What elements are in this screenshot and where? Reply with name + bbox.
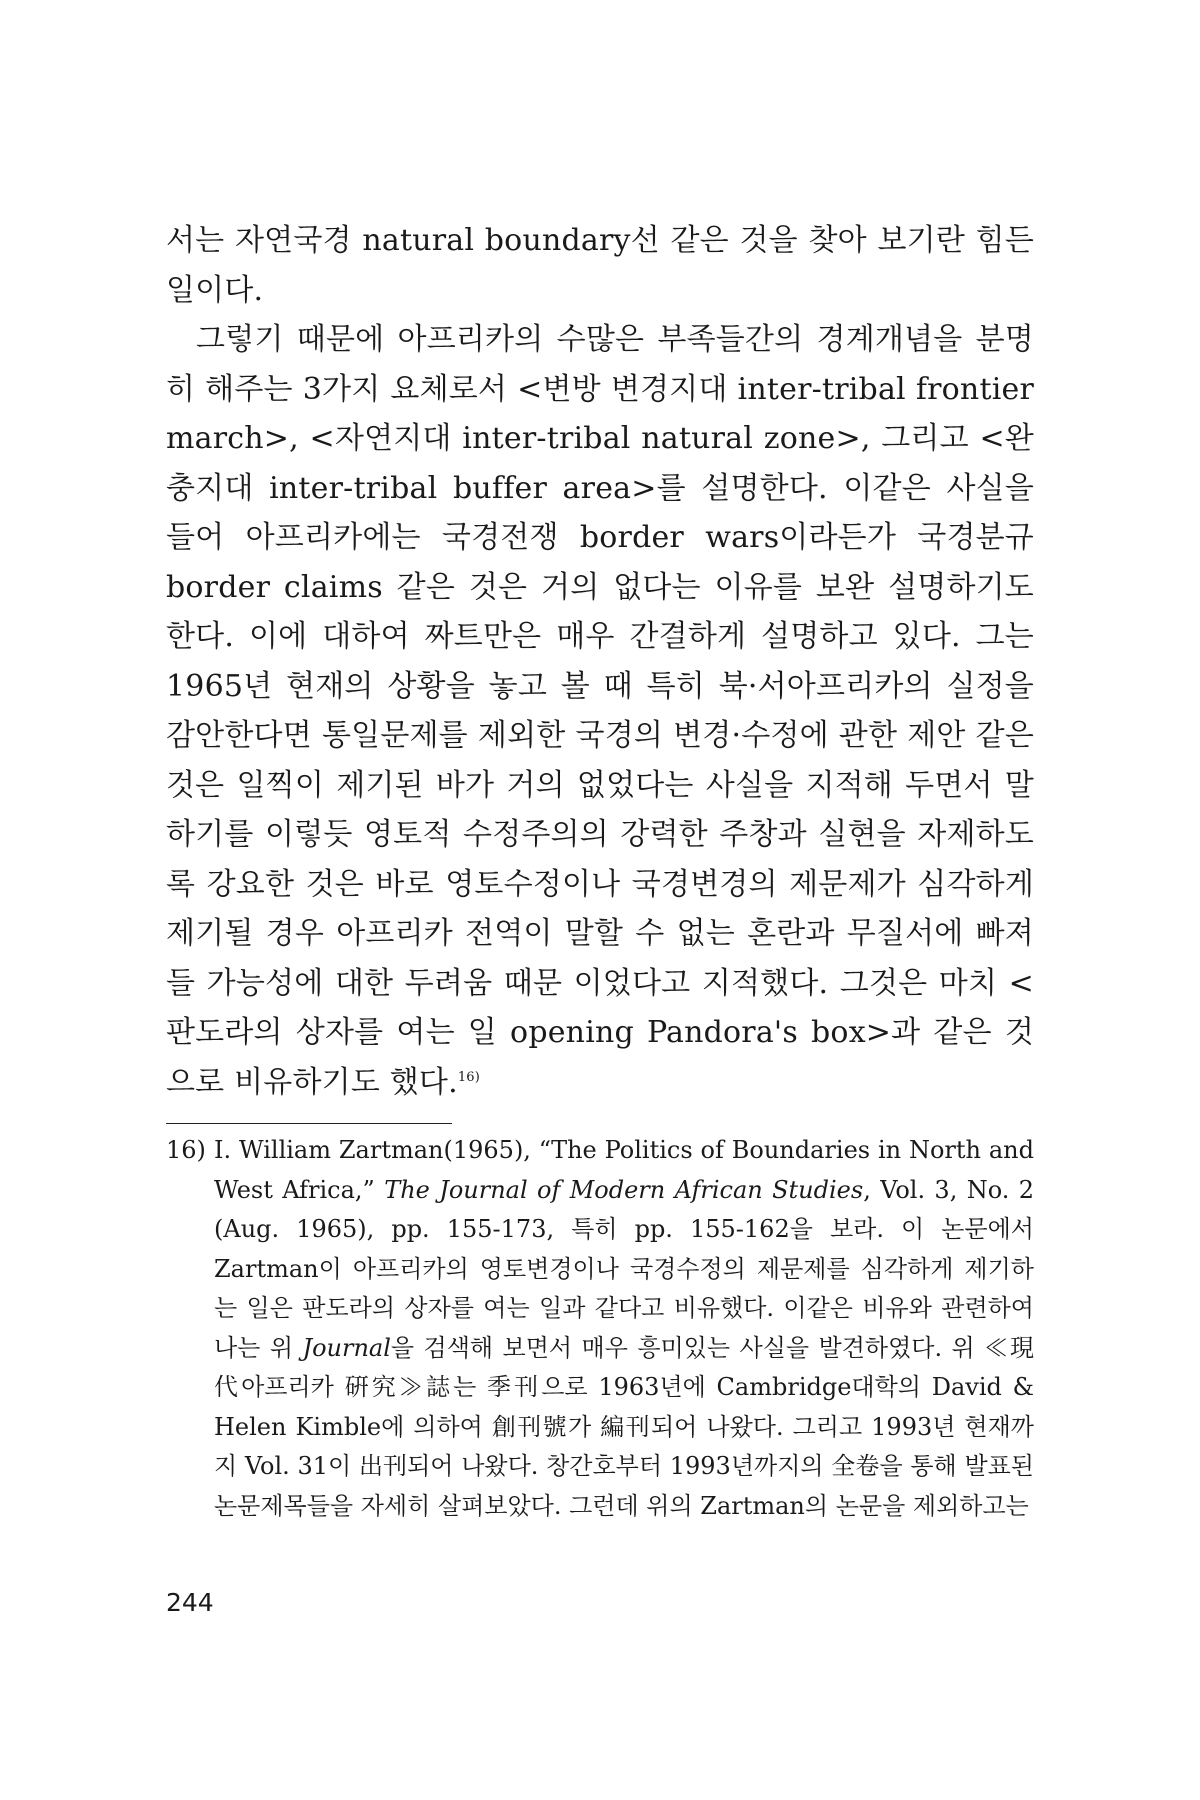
- footnote-citation-details: , Vol. 3, No. 2 (Aug. 1965), pp. 155-173, 특히 pp. 155-162을 보라. 이 논문에서 Zartman이 아프리카의 영토변경이나 국경수정의 제문제를 심각하게 제기하는 일은 판도라의 상자를 여는 일과 같다고 비유했다. 이같은 비유와 관련하여 나는 위: [214, 1175, 1034, 1362]
- footnote-citation: I. William Zartman(1965), “The Politics of Boundaries in North and West Africa,”: [214, 1136, 1034, 1204]
- footnote-divider: [166, 1123, 452, 1124]
- footnote-text: [214, 1131, 1034, 1526]
- body-text: [166, 216, 1034, 1107]
- footnote-reference[interactable]: 16): [457, 1069, 481, 1085]
- footnote-16: [166, 1131, 1034, 1526]
- footnote-journal-title: The Journal of Modern African Studies: [384, 1175, 864, 1204]
- paragraph-continuation: 서는 자연국경 natural boundary선 같은 것을 찾아 보기란 힘든 일이다.: [166, 223, 1034, 308]
- page-number: 244: [166, 1588, 214, 1617]
- footnote-number: 16): [166, 1136, 206, 1164]
- paragraph-main: [166, 315, 1034, 1107]
- footnote-commentary: 을 검색해 보면서 매우 흥미있는 사실을 발견하였다. 위 ≪現代아프리카 硏究≫誌는 季刊으로 1963년에 Cambridge대학의 David & Helen Kimble에 의하여 創刊號가 編刊되어 나왔다. 그리고 1993년 현재까지 Vol. 31이 出刊되어 나왔다. 창간호부터 1993년까지의 全卷을 통해 발표된 논문제목들을 자세히 살펴보았다. 그런데 위의 Zartman의 논문을 제외하고는: [214, 1333, 1034, 1520]
- footnote-journal-short: Journal: [302, 1333, 391, 1362]
- paragraph-main-text: 그렇기 때문에 아프리카의 수많은 부족들간의 경계개념을 분명히 해주는 3가지 요체로서 <변방 변경지대 inter-tribal frontier march>, <자연지대 inter-tribal natural zone>, 그리고 <완충지대 inter-tribal buffer area>를 설명한다. 이같은 사실을 들어 아프리카에는 국경전쟁 border wars이라든가 국경분규 border claims 같은 것은 거의 없다는 이유를 보완 설명하기도 한다. 이에 대하여 짜트만은 매우 간결하게 설명하고 있다. 그는 1965년 현재의 상황을 놓고 볼 때 특히 북·서아프리카의 실정을 감안한다면 통일문제를 제외한 국경의 변경·수정에 관한 제안 같은 것은 일찍이 제기된 바가 거의 없었다는 사실을 지적해 두면서 말하기를 이렇듯 영토적 수정주의의 강력한 주창과 실현을 자제하도록 강요한 것은 바로 영토수정이나 국경변경의 제문제가 심각하게 제기될 경우 아프리카 전역이 말할 수 없는 혼란과 무질서에 빠져들 가능성에 대한 두려움 때문 이었다고 지적했다. 그것은 마치 <판도라의 상자를 여는 일 opening Pandora's box>과 같은 것으로 비유하기도 했다.: [166, 322, 1034, 1100]
